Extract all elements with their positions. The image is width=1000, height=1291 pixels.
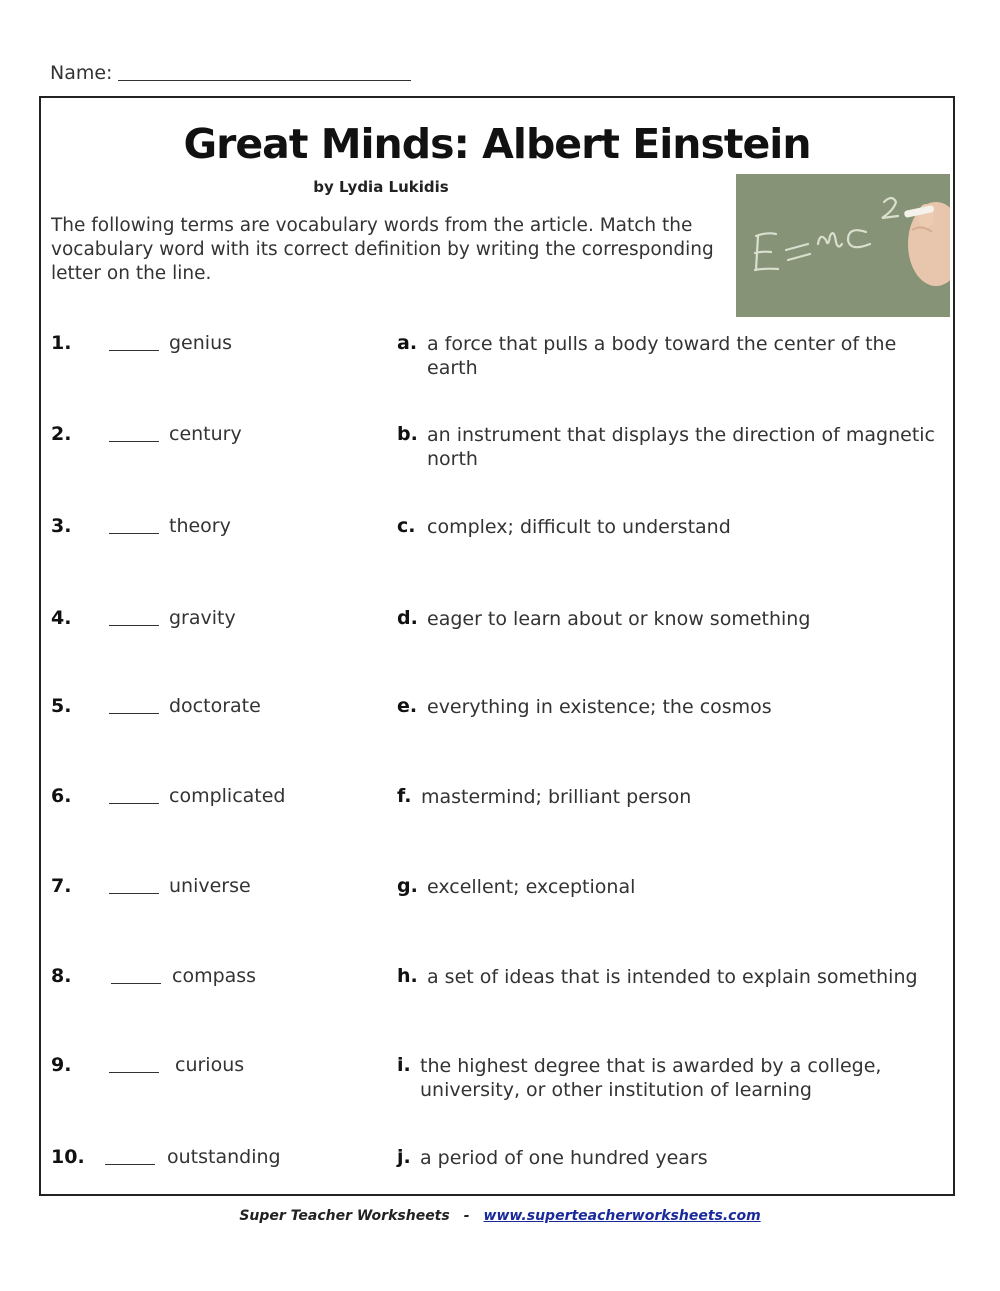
- answer-blank[interactable]: [109, 332, 159, 351]
- vocab-term: curious: [175, 1054, 245, 1076]
- name-field[interactable]: [50, 62, 411, 84]
- answer-blank[interactable]: [111, 965, 161, 984]
- footer-brand: Super Teacher Worksheets: [239, 1208, 450, 1224]
- definition-letter: a.: [397, 332, 418, 354]
- definition-letter: f.: [397, 785, 412, 807]
- byline: by Lydia Lukidis: [313, 178, 449, 196]
- definition-letter: c.: [397, 515, 416, 537]
- definition-text: a force that pulls a body toward the center of the earth: [427, 333, 897, 379]
- definition-letter: b.: [397, 423, 418, 445]
- footer-link[interactable]: www.superteacherworksheets.com: [483, 1208, 761, 1224]
- answer-blank[interactable]: [109, 785, 159, 804]
- worksheet: [39, 96, 955, 1196]
- vocab-term: complicated: [169, 785, 286, 807]
- vocab-term: theory: [169, 515, 231, 537]
- vocab-term: gravity: [169, 607, 236, 629]
- item-number: 1.: [51, 332, 72, 354]
- vocab-term: genius: [169, 332, 233, 354]
- footer-separator: -: [463, 1208, 470, 1224]
- answer-blank[interactable]: [109, 695, 159, 714]
- item-number: 9.: [51, 1054, 72, 1076]
- vocab-term: doctorate: [169, 695, 261, 717]
- page-title: Great Minds: Albert Einstein: [183, 120, 811, 168]
- definition-letter: h.: [397, 965, 418, 987]
- definition-text: a period of one hundred years: [420, 1147, 708, 1169]
- answer-blank[interactable]: [109, 423, 159, 442]
- definition-text: everything in existence; the cosmos: [427, 696, 772, 718]
- footer: [0, 1208, 1000, 1224]
- vocab-term: outstanding: [167, 1146, 281, 1168]
- definition-text: excellent; exceptional: [427, 876, 636, 898]
- definition-letter: g.: [397, 875, 418, 897]
- definition-letter: e.: [397, 695, 418, 717]
- definition-text: mastermind; brilliant person: [421, 786, 692, 808]
- vocab-term: universe: [169, 875, 251, 897]
- item-number: 4.: [51, 607, 72, 629]
- definition-letter: d.: [397, 607, 418, 629]
- item-number: 10.: [51, 1146, 85, 1168]
- item-number: 8.: [51, 965, 72, 987]
- vocab-term: century: [169, 423, 242, 445]
- item-number: 2.: [51, 423, 72, 445]
- answer-blank[interactable]: [109, 1054, 159, 1073]
- definition-text: complex; difficult to understand: [427, 516, 731, 538]
- answer-blank[interactable]: [109, 875, 159, 894]
- definition-text: the highest degree that is awarded by a college, university, or other institution of learning: [420, 1055, 882, 1101]
- item-number: 3.: [51, 515, 72, 537]
- name-blank[interactable]: [118, 62, 411, 81]
- definition-letter: j.: [397, 1146, 411, 1168]
- definition-letter: i.: [397, 1054, 411, 1076]
- definition-text: eager to learn about or know something: [427, 608, 811, 630]
- instructions: The following terms are vocabulary words from the article. Match the vocabulary word with its correct definition by writing the corresponding letter on the line.: [51, 215, 714, 284]
- definition-text: an instrument that displays the direction of magnetic north: [427, 424, 935, 470]
- answer-blank[interactable]: [109, 607, 159, 626]
- chalkboard-equation-photo: [736, 174, 950, 317]
- name-label: Name:: [50, 62, 113, 84]
- answer-blank[interactable]: [105, 1146, 155, 1165]
- definition-text: a set of ideas that is intended to explain something: [427, 966, 918, 988]
- item-number: 6.: [51, 785, 72, 807]
- item-number: 5.: [51, 695, 72, 717]
- answer-blank[interactable]: [109, 515, 159, 534]
- vocab-term: compass: [172, 965, 257, 987]
- item-number: 7.: [51, 875, 72, 897]
